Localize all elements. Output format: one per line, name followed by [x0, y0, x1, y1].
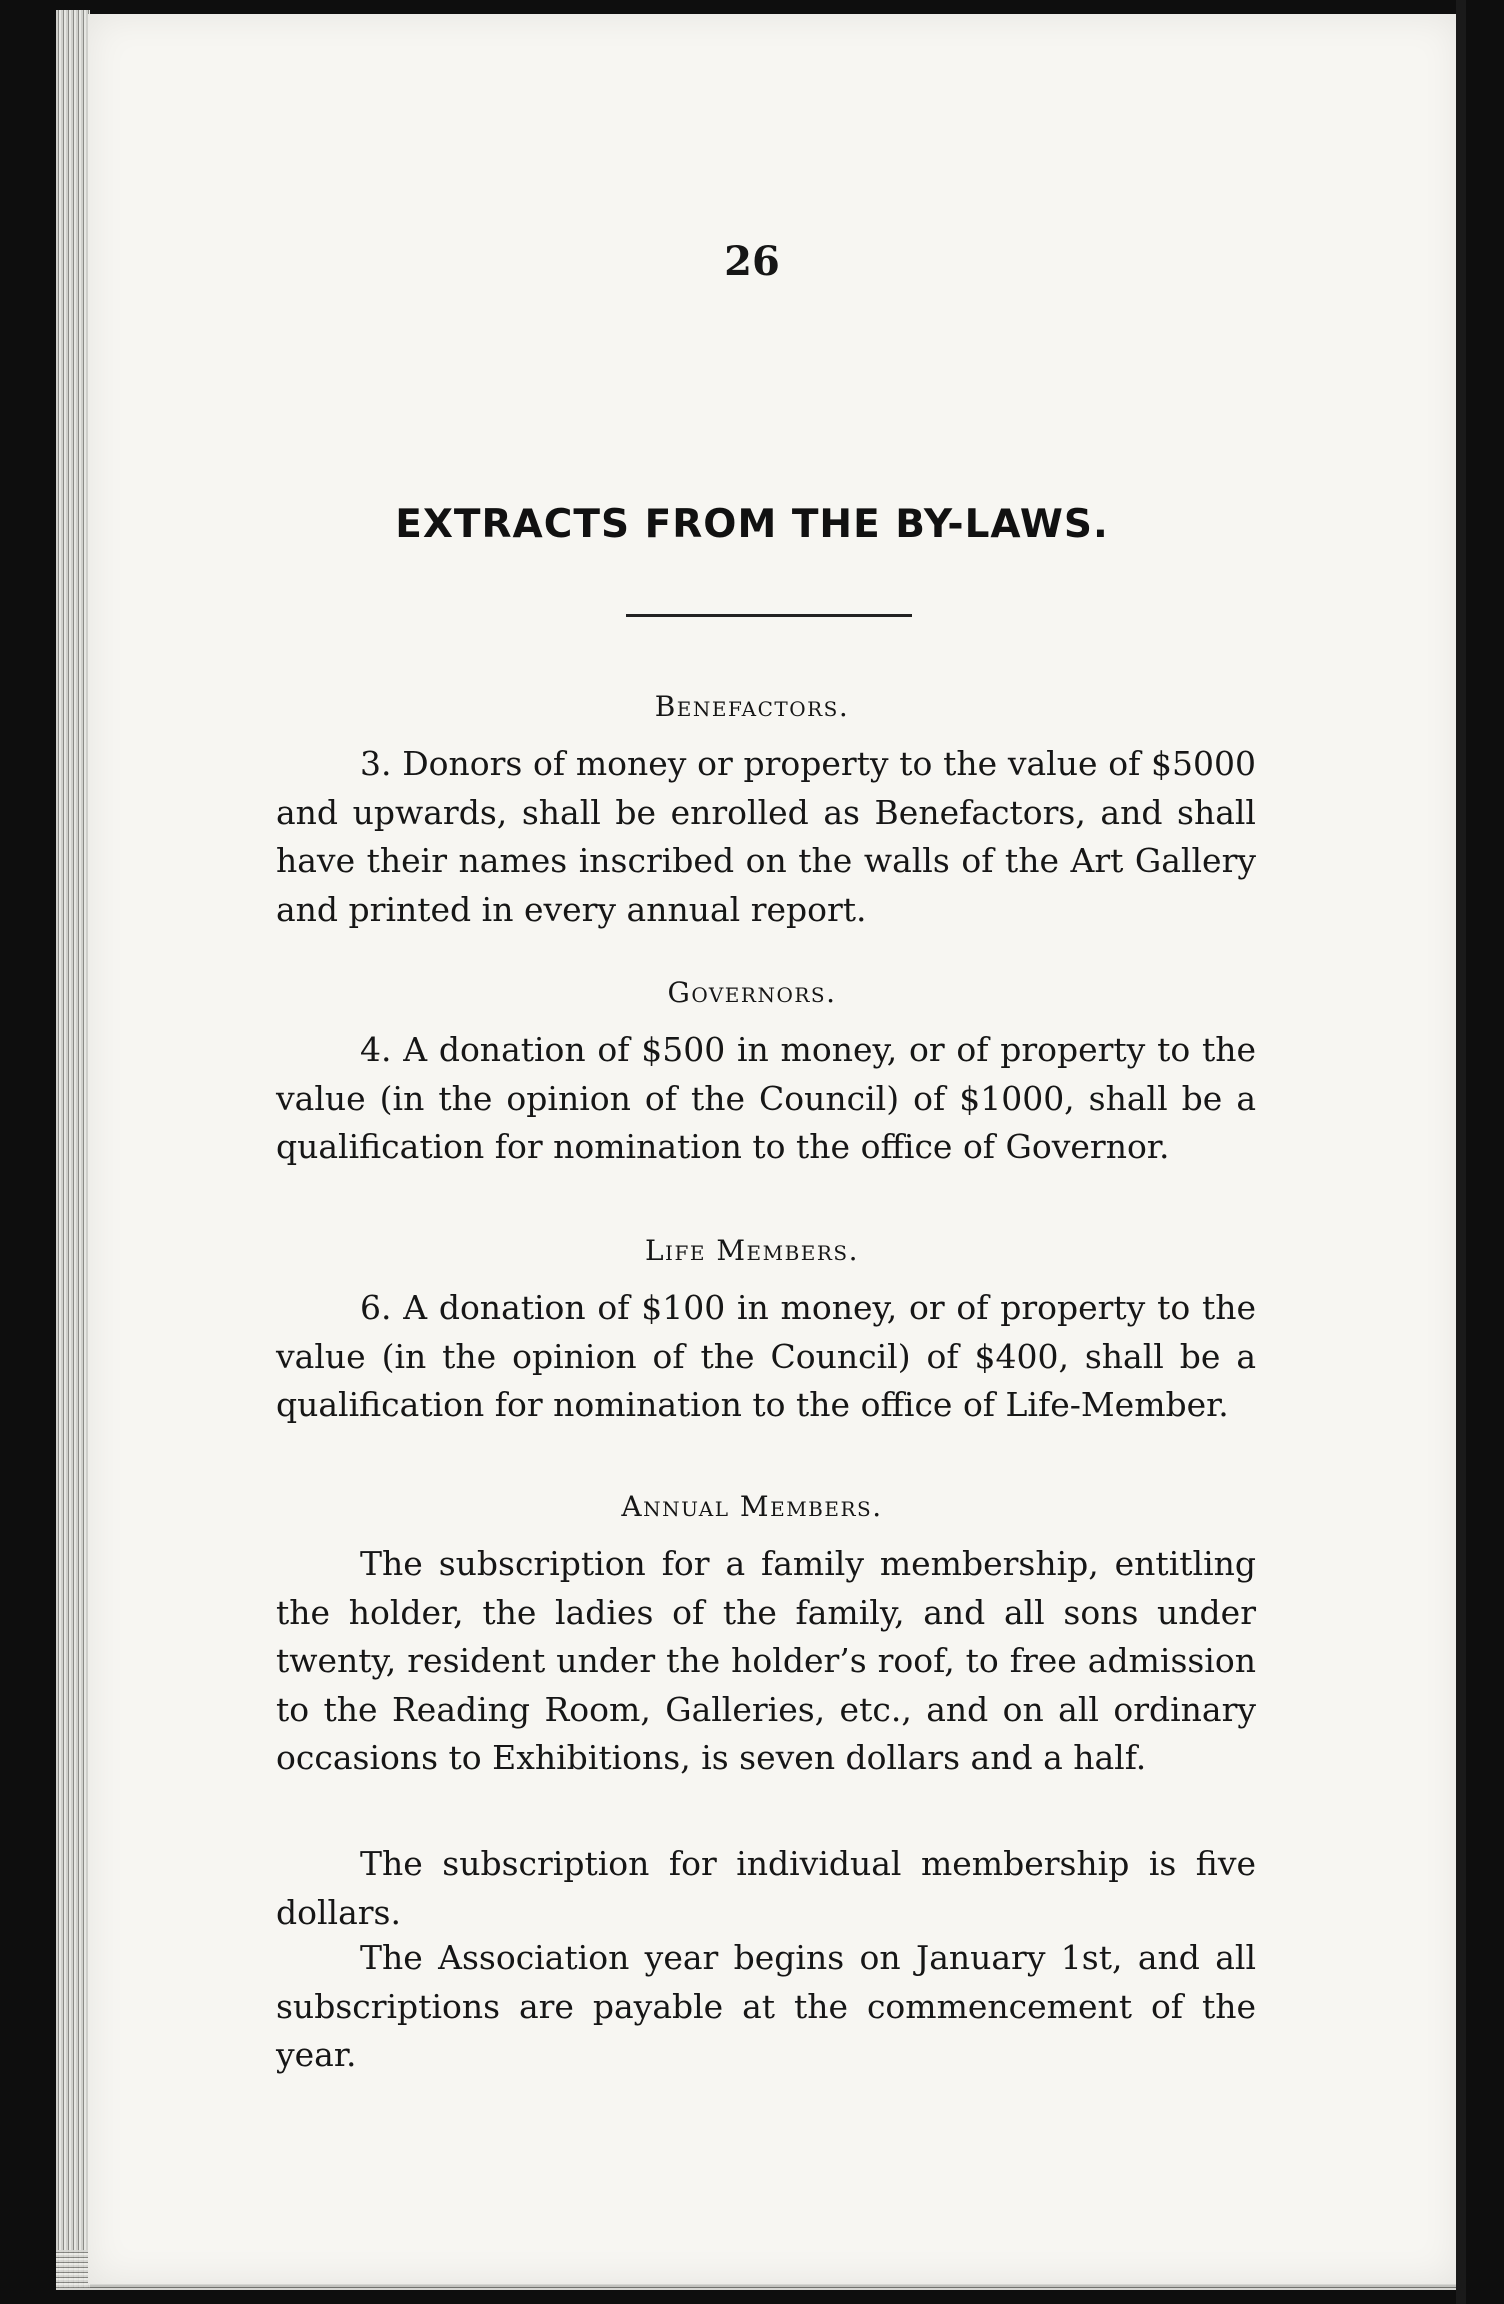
- page-title: EXTRACTS FROM THE BY-LAWS.: [395, 502, 1109, 547]
- page-stack-edge-left: [56, 10, 90, 2288]
- closing-association-year: The Association year begins on January 1st, and all subscriptions are payable at the commencement of the year.: [276, 1938, 1256, 2074]
- title-divider: [626, 614, 912, 617]
- section-heading-life-members: Life Members.: [644, 1234, 860, 1267]
- section-heading-benefactors: Benefactors.: [654, 690, 850, 723]
- section-heading-governors: Governors.: [667, 976, 837, 1009]
- section-heading-annual-members: Annual Members.: [621, 1490, 883, 1523]
- section-text-benefactors: 3. Donors of money or property to the value of $5000 and upwards, shall be enrolled as Benefactors, and shall have their names inscribed on the walls of the Art Gallery and printed in every annual report.: [276, 744, 1256, 929]
- section-text-life-members: 6. A donation of $100 in money, or of property to the value (in the opinion of the Council) of $400, shall be a qualification for nomination to the office of Life-Member.: [276, 1288, 1256, 1424]
- page-number: 26: [724, 238, 780, 285]
- section-text-annual-members: The subscription for a family membership, entitling the holder, the ladies of the family, and all sons under twenty, resident under the holder’s roof, to free admission to the Reading Room, Galleries, etc., and on all ordinary occasions to Exhibitions, is seven dollars and a half.: [276, 1544, 1256, 1777]
- closing-individual-membership: The subscription for individual membership is five dollars.: [276, 1844, 1256, 1932]
- section-text-governors: 4. A donation of $500 in money, or of property to the value (in the opinion of the Council) of $1000, shall be a qualification for nomination to the office of Governor.: [276, 1030, 1256, 1166]
- page-edge-right: [1456, 0, 1466, 2304]
